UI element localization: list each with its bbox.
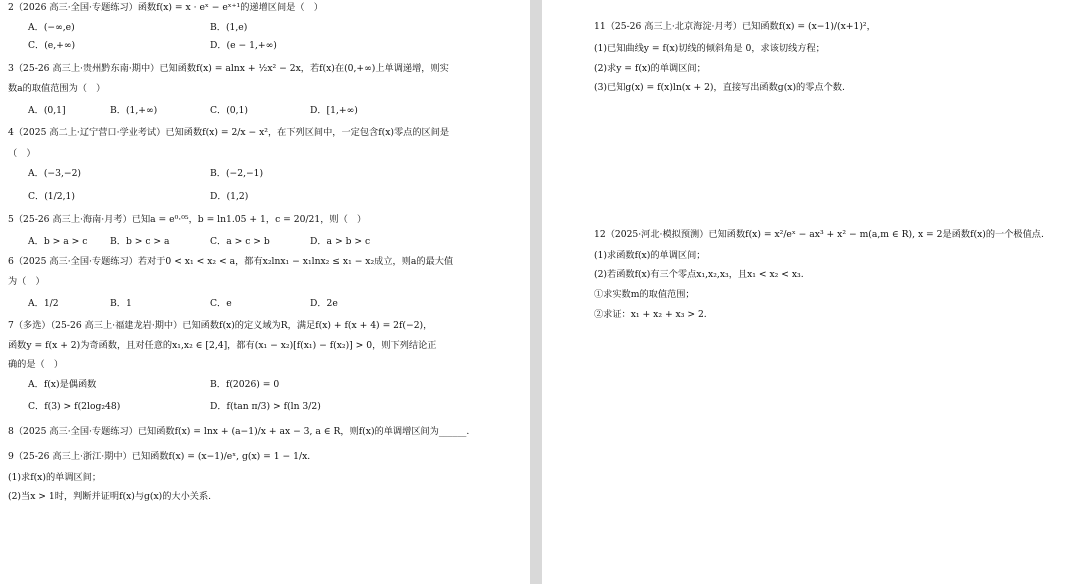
right-page	[542, 0, 1080, 584]
q5-option-b: B．b > c > a	[110, 236, 170, 247]
q4-stem-line1: 4（2025 高二上·辽宁营口·学业考试）已知函数f(x) = 2/x − x²，在下列区间中，一定包含f(x)零点的区间是	[8, 127, 450, 138]
q3-option-d: D．[1,+∞)	[310, 105, 358, 116]
q4-option-b: B．(−2,−1)	[210, 168, 264, 179]
q6-stem-line2: 为（ ）	[8, 276, 45, 287]
q5-option-a: A．b > a > c	[28, 236, 88, 247]
q3-stem-line1: 3（25-26 高三上·贵州黔东南·期中）已知函数f(x) = alnx + ½x² − 2x，若f(x)在(0,+∞)上单调递增，则实	[8, 63, 449, 74]
q3-option-c: C．(0,1)	[210, 105, 248, 116]
q12-stem: 12（2025·河北·模拟预测）已知函数f(x) = x²/eˣ − ax³ + x² − m(a,m ∈ R), x = 2是函数f(x)的一个极值点.	[594, 229, 1044, 240]
q6-option-a: A．1/2	[28, 298, 59, 309]
q4-option-c: C．(1/2,1)	[28, 191, 75, 202]
q5-stem: 5（25-26 高三上·海南·月考）已知a = e⁰·⁰⁵，b = ln1.05 + 1，c = 20/21，则（ ）	[8, 214, 367, 225]
q4-stem-line2: （ ）	[8, 148, 36, 159]
q2-stem: 2（2026 高三·全国·专题练习）函数f(x) = x · eˣ − eˣ⁺¹的递增区间是（ ）	[8, 2, 323, 13]
q2-option-d: D．(e − 1,+∞)	[210, 40, 277, 51]
q6-stem-line1: 6（2025 高三·全国·专题练习）若对于0 < x₁ < x₂ < a，都有x₂lnx₁ − x₁lnx₂ ≤ x₁ − x₂成立，则a的最大值	[8, 256, 454, 267]
q3-option-b: B．(1,+∞)	[110, 105, 158, 116]
q9-part1: (1)求f(x)的单调区间；	[8, 472, 102, 483]
q11-part3: (3)已知g(x) = f(x)ln(x + 2)，直接写出函数g(x)的零点个数.	[594, 82, 845, 93]
q7-option-c: C．f(3) > f(2log₂48)	[28, 401, 121, 412]
left-page	[0, 0, 530, 584]
q4-option-a: A．(−3,−2)	[28, 168, 81, 179]
q11-part1: (1)已知曲线y = f(x)切线的倾斜角是 0，求该切线方程；	[594, 43, 825, 54]
q7-stem-line2: 函数y = f(x + 2)为奇函数，且对任意的x₁,x₂ ∈ [2,4]，都有(x₁ − x₂)[f(x₁) − f(x₂)] > 0，则下列结论正	[8, 340, 437, 351]
q4-option-d: D．(1,2)	[210, 191, 249, 202]
q3-stem-line2: 数a的取值范围为（ ）	[8, 83, 106, 94]
q11-part2: (2)求y = f(x)的单调区间；	[594, 63, 706, 74]
q7-option-b: B．f(2026) = 0	[210, 379, 280, 390]
q2-option-a: A．(−∞,e)	[28, 22, 75, 33]
q9-stem: 9（25-26 高三上·浙江·期中）已知函数f(x) = (x−1)/eˣ, g(x) = 1 − 1/x.	[8, 451, 311, 462]
q9-part2: (2)当x > 1时，判断并证明f(x)与g(x)的大小关系.	[8, 491, 212, 502]
q12-part2: (2)若函数f(x)有三个零点x₁,x₂,x₃，且x₁ < x₂ < x₃.	[594, 269, 804, 280]
q6-option-c: C．e	[210, 298, 232, 309]
q12-part3: ①求实数m的取值范围；	[594, 289, 695, 300]
q5-option-d: D．a > b > c	[310, 236, 371, 247]
q2-option-b: B．(1,e)	[210, 22, 248, 33]
q7-stem-line3: 确的是（ ）	[8, 359, 64, 370]
q6-option-d: D．2e	[310, 298, 338, 309]
q11-stem: 11（25-26 高三上·北京海淀·月考）已知函数f(x) = (x−1)/(x+1)²，	[594, 21, 876, 32]
q8-stem: 8（2025 高三·全国·专题练习）已知函数f(x) = lnx + (a−1)/x + ax − 3, a ∈ R，则f(x)的单调增区间为______.	[8, 426, 470, 437]
q7-option-a: A．f(x)是偶函数	[28, 379, 97, 390]
q5-option-c: C．a > c > b	[210, 236, 270, 247]
q3-option-a: A．(0,1]	[28, 105, 66, 116]
q2-option-c: C．(e,+∞)	[28, 40, 76, 51]
q12-part4: ②求证：x₁ + x₂ + x₃ > 2.	[594, 309, 707, 320]
q7-option-d: D．f(tan π/3) > f(ln 3/2)	[210, 401, 321, 412]
q7-stem-line1: 7（多选）（25-26 高三上·福建龙岩·期中）已知函数f(x)的定义域为R，满足f(x) + f(x + 4) = 2f(−2)，	[8, 320, 433, 331]
q12-part1: (1)求函数f(x)的单调区间；	[594, 250, 706, 261]
q6-option-b: B．1	[110, 298, 132, 309]
